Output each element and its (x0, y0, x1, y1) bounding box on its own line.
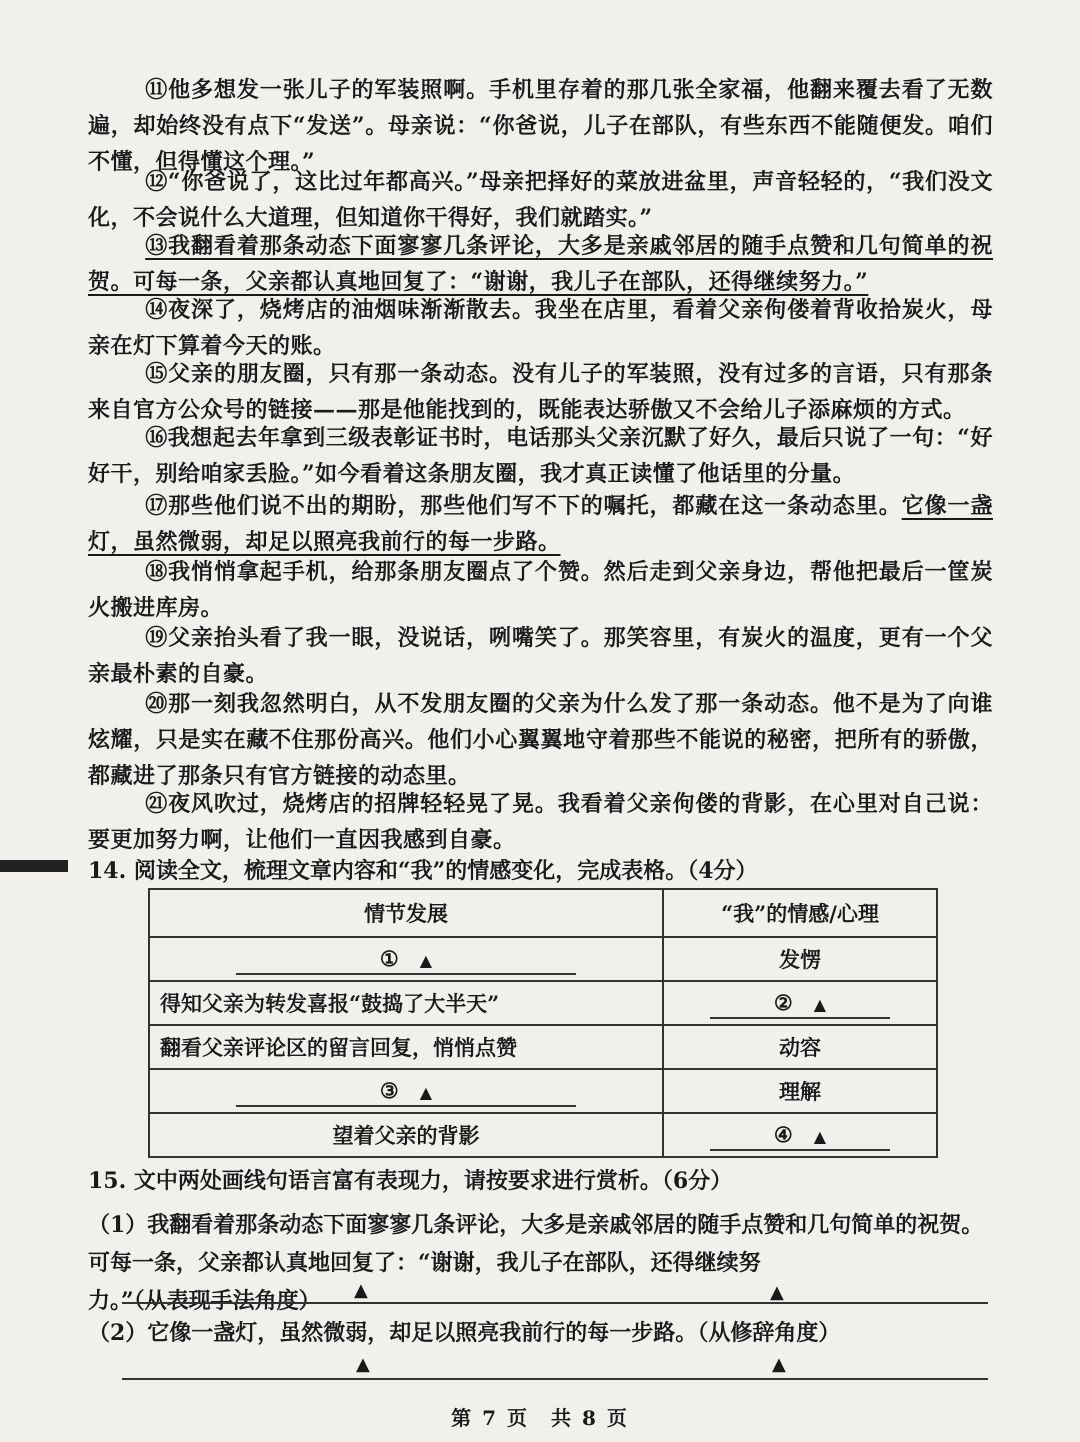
question-15-sub1-text: （1）我翻看着那条动态下面寥寥几条评论，大多是亲戚邻居的随手点赞和几句简单的祝贺。可每一条，父亲都认真地回复了：“谢谢，我儿子在部队，还得继续努力。” (88, 1212, 984, 1314)
emotion-cell: 理解 (663, 1069, 937, 1113)
paragraph-12: ⑫“你爸说了，这比过年都高兴。”母亲把择好的菜放进盆里，声音轻轻的，“我们没文化，不会说什么大道理，但知道你干得好，我们就踏实。” (88, 169, 993, 231)
table-row (149, 1025, 937, 1069)
binder-mark (0, 860, 68, 872)
paragraph-21: ㉑夜风吹过，烧烤店的招牌轻轻晃了晃。我看着父亲佝偻的背影，在心里对自己说：要更加努力啊，让他们一直因我感到自豪。 (88, 791, 993, 853)
paragraph-18: ⑱我悄悄拿起手机，给那条朋友圈点了个赞。然后走到父亲身边，帮他把最后一筐炭火搬进库房。 (88, 559, 993, 621)
table-header-emotion: “我”的情感/心理 (663, 889, 937, 937)
paragraph-14: ⑭夜深了，烧烤店的油烟味渐渐散去。我坐在店里，看着父亲佝偻着背收拾炭火，母亲在灯下算着今天的账。 (88, 297, 993, 359)
table-row (149, 981, 937, 1025)
question-15-prompt: 15. 文中两处画线句语言富有表现力，请按要求进行赏析。（6分） (88, 1168, 733, 1194)
page-footer: 第 7 页 共 8 页 (451, 1406, 629, 1430)
answer-blank-3[interactable]: ③ ▲ (236, 1075, 576, 1107)
question-14-prompt: 14. 阅读全文，梳理文章内容和“我”的情感变化，完成表格。（4分） (88, 858, 758, 884)
table-row (149, 937, 937, 981)
plot-cell: 望着父亲的背影 (149, 1113, 663, 1157)
answer-blank-1[interactable]: ① ▲ (236, 943, 576, 975)
question-15-sub2 (88, 1316, 993, 1350)
paragraph-11: ⑪他多想发一张儿子的军装照啊。手机里存着的那几张全家福，他翻来覆去看了无数遍，却始终没有点下“发送”。母亲说：“你爸说，儿子在部队，有些东西不能随便发。咱们不懂，但得懂这个理。” (88, 77, 993, 175)
emotion-cell: 发愣 (663, 937, 937, 981)
paragraph-13-underlined: ⑬我翻看着那条动态下面寥寥几条评论，大多是亲戚邻居的随手点赞和几句简单的祝贺。可每一条，父亲都认真地回复了：“谢谢，我儿子在部队，还得继续努力。” (88, 233, 993, 295)
answer-line-1[interactable] (122, 1302, 988, 1304)
question-15-sub2-text: （2）它像一盏灯，虽然微弱，却足以照亮我前行的每一步路。 (88, 1320, 698, 1346)
paragraph-20: ⑳那一刻我忽然明白，从不发朋友圈的父亲为什么发了那一条动态。他不是为了向谁炫耀，只是实在藏不住那份高兴。他们小心翼翼地守着那些不能说的秘密，把所有的骄傲，都藏进了那条只有官方链接的动态里。 (88, 691, 993, 789)
answer-triangle-2b: ▲ (772, 1354, 786, 1375)
paragraph-17-underlined: 它像一盏灯，虽然微弱，却足以照亮我前行的每一步路。 (88, 493, 993, 555)
plot-cell: 翻看父亲评论区的留言回复，悄悄点赞 (149, 1025, 663, 1069)
paragraph-15: ⑮父亲的朋友圈，只有那一条动态。没有儿子的军装照，没有过多的言语，只有那条来自官方公众号的链接——那是他能找到的，既能表达骄傲又不会给儿子添麻烦的方式。 (88, 361, 993, 423)
paragraph-16: ⑯我想起去年拿到三级表彰证书时，电话那头父亲沉默了好久，最后只说了一句：“好好干，别给咱家丢脸。”如今看着这条朋友圈，我才真正读懂了他话里的分量。 (88, 425, 993, 487)
answer-triangle-1b: ▲ (770, 1282, 784, 1303)
table-row (149, 1069, 937, 1113)
paragraph-19: ⑲父亲抬头看了我一眼，没说话，咧嘴笑了。那笑容里，有炭火的温度，更有一个父亲最朴素的自豪。 (88, 625, 993, 687)
question-14-table (148, 888, 938, 1158)
table-header-plot: 情节发展 (149, 889, 663, 937)
answer-triangle-1a: ▲ (354, 1280, 368, 1301)
emotion-cell: 动容 (663, 1025, 937, 1069)
paragraph-17 (88, 488, 993, 560)
answer-line-2[interactable] (122, 1378, 988, 1380)
answer-blank-2[interactable]: ② ▲ (710, 987, 890, 1019)
question-15-sub2-hint: （从修辞角度） (697, 1320, 841, 1346)
answer-blank-4[interactable]: ④ ▲ (710, 1119, 890, 1151)
answer-triangle-2a: ▲ (356, 1354, 370, 1375)
question-15-sub1-hint: （从表现手法角度） (133, 1288, 321, 1314)
plot-cell: 得知父亲为转发喜报“鼓捣了大半天” (149, 981, 663, 1025)
table-row (149, 1113, 937, 1157)
paragraph-17-text: ⑰那些他们说不出的期盼，那些他们写不下的嘱托，都藏在这一条动态里。 (145, 493, 902, 519)
